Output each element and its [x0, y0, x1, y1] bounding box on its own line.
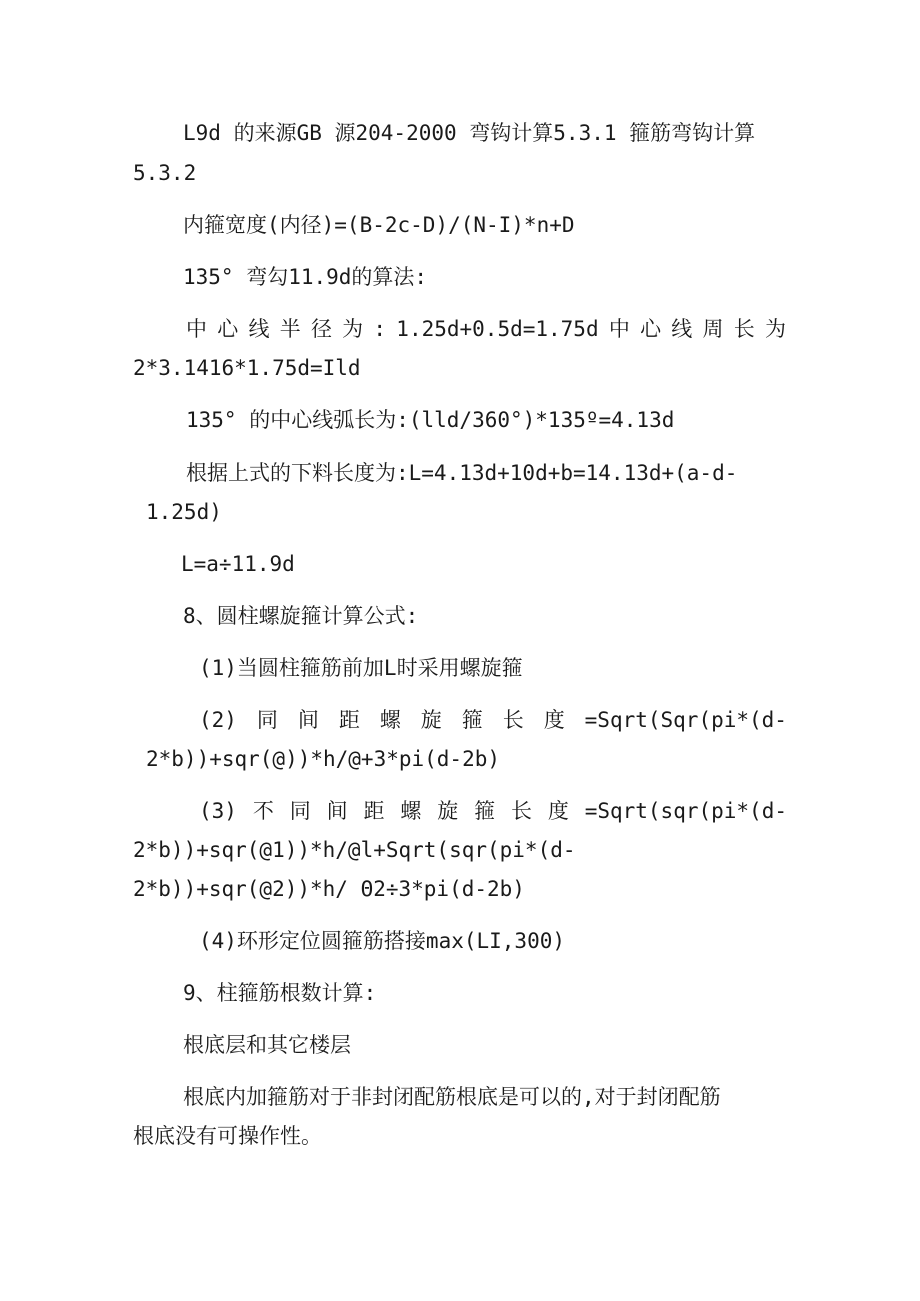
p10-part: (2): [199, 708, 237, 732]
p10-part: 旋: [420, 708, 442, 732]
paragraph-4-line-1: [186, 315, 786, 343]
p4-part: 半: [279, 317, 301, 341]
paragraph-12: (4)环形定位圆箍筋搭接max(LI,300): [199, 929, 566, 953]
p4-part: 长: [733, 317, 755, 341]
p4-part: 周: [702, 317, 724, 341]
p4-part: 为: [765, 317, 786, 341]
p4-part: 中: [608, 317, 630, 341]
paragraph-7: L=a÷11.9d: [181, 552, 295, 576]
p10-part: 距: [338, 708, 360, 732]
paragraph-15-line-2: 根底没有可操作性。: [133, 1124, 322, 1148]
paragraph-5: 135° 的中心线弧长为:(lld/360°)*135º=4.13d: [186, 408, 675, 432]
paragraph-1-line-1: L9d 的来源GB 源204-2000 弯钩计算5.3.1 箍筋弯钩计算: [183, 121, 756, 145]
paragraph-1-line-2: 5.3.2: [133, 161, 197, 185]
p10-part: 间: [297, 708, 319, 732]
p4-part: 心: [217, 317, 239, 341]
p11-part: 间: [326, 799, 348, 823]
p4-part: 中: [186, 317, 207, 341]
p10-part: 同: [256, 708, 278, 732]
p4-part: 为: [342, 317, 364, 341]
p11-part: 螺: [400, 799, 422, 823]
paragraph-14: 根底层和其它楼层: [183, 1033, 351, 1057]
p11-part: 同: [289, 799, 311, 823]
paragraph-6-line-1: 根据上式的下料长度为:L=4.13d+10d+b=14.13d+(a-d-: [186, 461, 738, 485]
p4-part: 径: [310, 317, 332, 341]
paragraph-11-line-1: [199, 797, 787, 825]
p10-part: 箍: [461, 708, 483, 732]
p4-part: 线: [671, 317, 693, 341]
paragraph-6-line-2: 1.25d): [146, 500, 222, 524]
p11-part: 箍: [474, 799, 496, 823]
p4-part: 心: [640, 317, 662, 341]
p11-part: (3): [199, 799, 237, 823]
paragraph-10-line-1: [199, 706, 787, 734]
p11-part: 距: [363, 799, 385, 823]
paragraph-13: 9、柱箍筋根数计算:: [183, 981, 377, 1005]
p11-part: 度: [547, 799, 569, 823]
p11-part: 长: [510, 799, 532, 823]
paragraph-4-line-2: 2*3.1416*1.75d=Ild: [133, 356, 361, 380]
p10-part: 螺: [379, 708, 401, 732]
paragraph-15-line-1: 根底内加箍筋对于非封闭配筋根底是可以的,对于封闭配筋: [183, 1085, 721, 1109]
paragraph-8: 8、圆柱螺旋箍计算公式:: [183, 604, 419, 628]
paragraph-9: (1)当圆柱箍筋前加L时采用螺旋箍: [199, 656, 523, 680]
p11-part: 不: [252, 799, 274, 823]
p11-part: 旋: [437, 799, 459, 823]
p10-part: =Sqrt(Sqr(pi*(d-: [584, 708, 787, 732]
p4-part: :: [373, 317, 387, 341]
p11-part: =Sqrt(sqr(pi*(d-: [584, 799, 787, 823]
paragraph-11-line-2: 2*b))+sqr(@1))*h/@l+Sqrt(sqr(pi*(d-: [133, 838, 576, 862]
paragraph-3: 135° 弯勾11.9d的算法:: [183, 265, 428, 289]
paragraph-10-line-2: 2*b))+sqr(@))*h/@+3*pi(d-2b): [146, 747, 501, 771]
paragraph-11-line-3: 2*b))+sqr(@2))*h/ Θ2÷3*pi(d-2b): [133, 877, 525, 901]
p10-part: 长: [502, 708, 524, 732]
p10-part: 度: [543, 708, 565, 732]
paragraph-2: 内箍宽度(内径)=(B-2c-D)/(N-I)*n+D: [183, 213, 575, 237]
p4-part: 线: [248, 317, 270, 341]
p4-part: 1.25d+0.5d=1.75d: [396, 317, 599, 341]
